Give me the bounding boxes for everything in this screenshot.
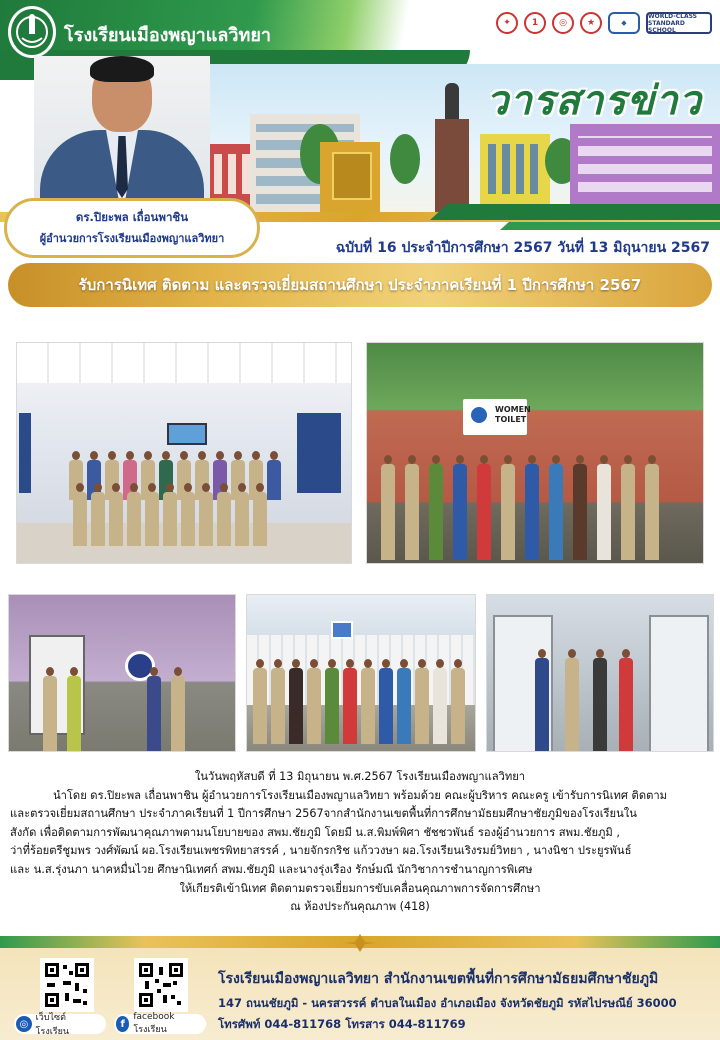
director-name: ดร.ปิยะพล เถื่อนพาชิน (75, 210, 189, 224)
article-line: ณ ห้องประกันคุณภาพ (418) (290, 900, 430, 914)
article-line: และตรวจเยี่ยมสถานศึกษา ประจำภาคเรียนที่ 1 ปีการศึกษา 2567จากสำนักงานเขตพื้นที่การศึกษามัธยมศึกษาชัยภูมิของโรงเรียนใน (10, 807, 637, 821)
photo-group-meeting-room (16, 342, 352, 564)
website-label: เว็บไซต์โรงเรียน (35, 1013, 70, 1037)
photo-toilet-stalls (486, 594, 714, 752)
school-emblem-icon (14, 12, 50, 52)
article-line: สังกัด เพื่อติดตามการพัฒนาคุณภาพตามนโยบายของ สพม.ชัยภูมิ โดยมี น.ส.พิมพ์พิศา ชัชชวพันธ์ รองผู้อำนวยการ สพม.ชัยภูมิ , (10, 825, 620, 839)
photo-group-outdoor-toilet (246, 594, 476, 752)
badge-seal-icon: ✦ (496, 12, 518, 34)
newsletter-header (0, 0, 720, 318)
school-title: โรงเรียนเมืองพญาแลวิทยา (64, 25, 271, 46)
headline-banner (8, 263, 712, 307)
article-line: ว่าที่ร้อยตรีชูมพร วงศ์พัฒน์ ผอ.โรงเรียนเพชรพิทยาสรรค์ , นายจักรกริช แก้ววงษา ผอ.โรงเรียนเริงรมย์วิทยา , นางนิชา ประยูรพันธ์ (10, 844, 632, 858)
badge-number-icon: 1 (524, 12, 546, 34)
article-line: ในวันพฤหัสบดี ที่ 13 มิถุนายน พ.ศ.2567 โรงเรียนเมืองพญาแลวิทยา (194, 770, 526, 783)
toilet-sign-icon-small (331, 621, 353, 639)
facebook-label: facebook โรงเรียน (133, 1012, 175, 1035)
issue-info: ฉบับที่ 16 ประจำปีการศึกษา 2567 วันที่ 13 มิถุนายน 2567 (335, 240, 710, 256)
school-logo (8, 6, 56, 58)
footer-ornament-icon (344, 934, 376, 952)
headline-text: รับการนิเทศ ติดตาม และตรวจเยี่ยมสถานศึกษา ประจำภาคเรียนที่ 1 ปีการศึกษา 2567 (78, 276, 642, 294)
badge-star-icon: ★ (580, 12, 602, 34)
article-line: นำโดย ดร.ปิยะพล เถื่อนพาชิน ผู้อำนวยการโรงเรียนเมืองพญาแลวิทยา พร้อมด้วย คณะผู้บริหาร คณะครู เข้ารับการนิเทศ ติดตาม (52, 788, 668, 802)
facebook-qr-code[interactable] (134, 958, 188, 1012)
world-class-badge: WORLD-CLASS STANDARD SCHOOL (646, 12, 712, 34)
footer-address: 147 ถนนชัยภูมิ - นครสวรรค์ ตำบลในเมือง อำเภอเมือง จังหวัดชัยภูมิ รหัสไปรษณีย์ 36000 (218, 996, 677, 1010)
green-stripe-secondary (500, 222, 720, 230)
badge-award-icon: ◆ (608, 12, 640, 34)
photo-toilet-entrance (8, 594, 236, 752)
website-link[interactable] (14, 1013, 106, 1037)
toilet-sign-text: WOMEN TOILET (495, 405, 531, 424)
badge-circle-icon: ◎ (552, 12, 574, 34)
footer-school-office: โรงเรียนเมืองพญาแลวิทยา สำนักงานเขตพื้นที่การศึกษามัธยมศึกษาชัยภูมิ (218, 971, 659, 987)
globe-icon: ◎ (16, 1016, 32, 1032)
director-nameplate (4, 198, 260, 258)
website-qr-code[interactable] (40, 958, 94, 1012)
footer-phone: โทรศัพท์ 044-811768 โทรสาร 044-811769 (218, 1017, 466, 1031)
newsletter-title: วารสารข่าว (485, 77, 702, 124)
article-body (6, 768, 714, 917)
projector-screen (167, 423, 207, 445)
article-line: ให้เกียรติเข้านิเทศ ติดตามตรวจเยี่ยมการขับเคลื่อนคุณภาพการจัดการศึกษา (179, 881, 541, 895)
director-portrait (34, 56, 210, 206)
accreditation-badges (496, 12, 712, 34)
qr-code-icon (43, 961, 91, 1009)
director-role: ผู้อำนวยการโรงเรียนเมืองพญาแลวิทยา (39, 232, 225, 245)
qr-code-icon (137, 961, 185, 1009)
facebook-icon: f (116, 1016, 129, 1032)
green-stripe (430, 204, 720, 220)
gold-ornament-icon (346, 200, 376, 222)
article-line: และ น.ส.รุ่งนภา นาคหมื่นไวย ศึกษานิเทศก์ สพม.ชัยภูมิ และนางรุ่งเรือง รักษ์มณี นักวิชาการชำนาญการพิเศษ (10, 862, 533, 876)
photo-group-toilet-building (366, 342, 704, 564)
facebook-link[interactable] (114, 1014, 206, 1034)
